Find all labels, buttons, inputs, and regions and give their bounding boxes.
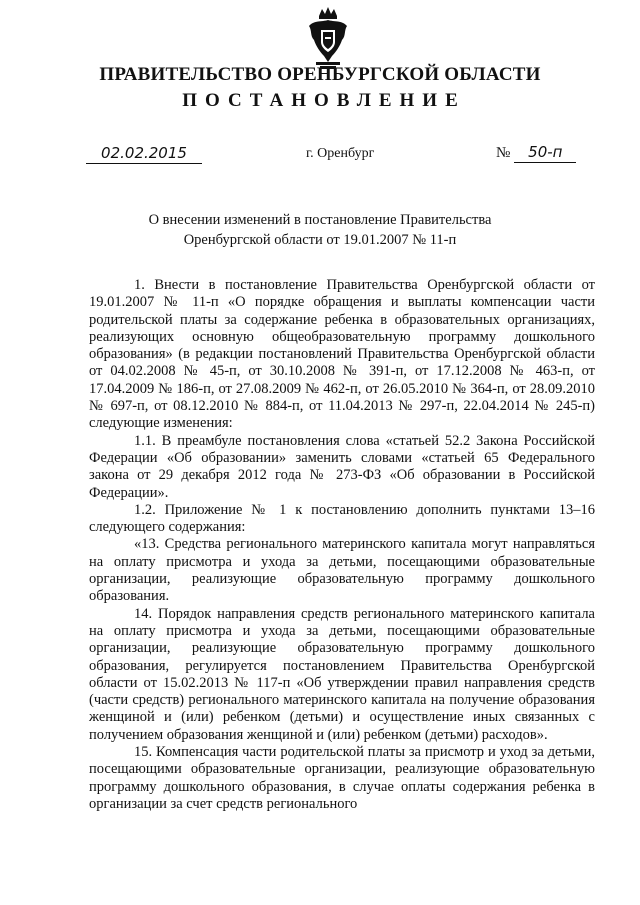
- document-date: 02.02.2015: [86, 143, 202, 164]
- body-paragraph: «13. Средства регионального материнского капитала могут направляться на оплату присмотра и ухода за детьми, посещающими образовательные организации, реализующие образовательную программу дошкольного образования.: [89, 536, 595, 605]
- document-number: [496, 142, 576, 163]
- document-city: г. Оренбург: [306, 146, 375, 161]
- number-label: №: [496, 145, 511, 161]
- subject-line: О внесении изменений в постановление Правительства: [148, 212, 492, 228]
- body-paragraph: 1.2. Приложение № 1 к постановлению дополнить пунктами 13–16 следующего содержания:: [89, 501, 595, 536]
- body-paragraph: 1.1. В преамбуле постановления слова «статьей 52.2 Закона Российской Федерации «Об образовании» заменить словами «статьей 65 Федерального закона от 29 декабря 2012 года № 273-ФЗ «Об образовании в Российской Федерации».: [89, 432, 595, 501]
- body-paragraph: 14. Порядок направления средств регионального материнского капитала на оплату присмотра и ухода за детьми, посещающими образовательные организации, реализующие образовательную программу дошкольного образования, регулируется постановлением Правительства Оренбургской области от 15.02.2013 № 117-п «Об утверждении правил направления средств (части средств) регионального материнского капитала на получение образования женщиной и (или) ребенком (детьми) и осуществление иных связанных с получением образования женщиной и (или) ребенком (детьми) расходов».: [89, 605, 595, 743]
- body-paragraph: 15. Компенсация части родительской платы за присмотр и уход за детьми, посещающими образовательные организации, реализующие образовательную программу дошкольного образования, в случае оплаты содержания ребенка в организации за счет средств регионального: [89, 744, 595, 812]
- subject-line: Оренбургской области от 19.01.2007 № 11-п: [183, 232, 457, 248]
- coat-of-arms-icon: [304, 6, 352, 70]
- document-type-title: ПОСТАНОВЛЕНИЕ: [182, 90, 466, 111]
- body-paragraph: 1. Внести в постановление Правительства Оренбургской области от 19.01.2007 № 11-п «О порядке обращения и выплаты компенсации части родительской платы за содержание ребенка в образовательных организациях, реализующих основную общеобразовательную программу дошкольного образования» (в редакции постановлений Правительства Оренбургской области от 04.02.2008 № 45-п, от 30.10.2008 № 391-п, от 17.12.2008 № 463-п, от 17.04.2009 № 186-п, от 27.08.2009 № 462-п, от 26.05.2010 № 364-п, от 28.09.2010 № 697-п, от 08.12.2010 № 884-п, от 11.04.2013 № 297-п, 22.04.2014 № 245-п) следующие изменения:: [89, 277, 595, 432]
- organization-title: ПРАВИТЕЛЬСТВО ОРЕНБУРГСКОЙ ОБЛАСТИ: [99, 64, 541, 85]
- document-subject: [0, 210, 640, 250]
- number-value: 50-п: [514, 142, 576, 163]
- document-body: [89, 277, 595, 813]
